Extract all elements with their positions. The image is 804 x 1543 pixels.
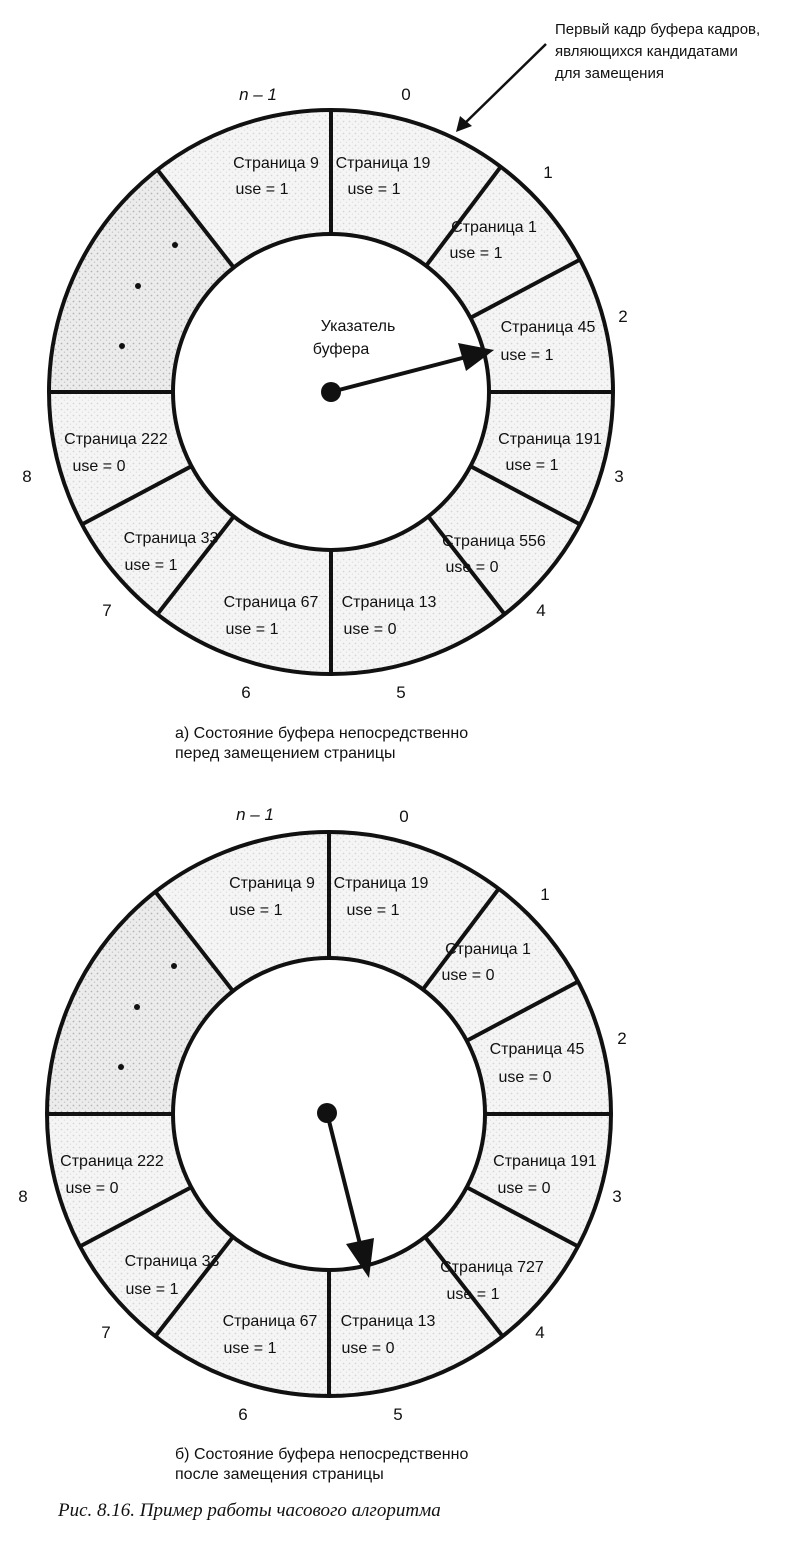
slot-number-b-7: 7	[101, 1323, 111, 1342]
pointer-hub-a	[321, 382, 341, 402]
slot-a-2-use: use = 1	[500, 347, 554, 364]
slot-a-4-use: use = 0	[445, 559, 499, 576]
annotation-line-1: Первый кадр буфера кадров,	[555, 21, 761, 38]
pointer-hub-b	[317, 1103, 337, 1123]
slot-b-3-page: Страница 191	[493, 1153, 597, 1170]
slot-b-6-page: Страница 67	[222, 1313, 318, 1330]
slot-b-5-use: use = 0	[341, 1340, 395, 1357]
slot-number-b-2: 2	[617, 1029, 627, 1048]
annotation-line-3: для замещения	[555, 65, 664, 82]
caption-a-line-2: перед замещением страницы	[175, 745, 396, 762]
slot-a-7-page: Страница 33	[123, 530, 219, 547]
slot-number-b-6: 6	[238, 1405, 248, 1424]
slot-b-7-page: Страница 33	[124, 1253, 220, 1270]
slot-b-n1-use: use = 1	[229, 902, 283, 919]
slot-number-b-0: 0	[399, 807, 409, 826]
slot-b-4-use: use = 1	[446, 1286, 500, 1303]
slot-a-n1-page: Страница 9	[233, 155, 319, 172]
slot-b-4-page: Страница 727	[440, 1259, 544, 1276]
slot-a-1-use: use = 1	[449, 245, 503, 262]
slot-b-2-page: Страница 45	[489, 1041, 585, 1058]
clock-diagram-a	[22, 85, 627, 702]
caption-b-line-2: после замещения страницы	[175, 1466, 384, 1483]
slot-b-0-use: use = 1	[346, 902, 400, 919]
slot-a-2-page: Страница 45	[500, 319, 596, 336]
slot-a-5-use: use = 0	[343, 621, 397, 638]
slot-a-3-use: use = 1	[505, 457, 559, 474]
slot-a-0-use: use = 1	[347, 181, 401, 198]
slot-b-3-use: use = 0	[497, 1180, 551, 1197]
slot-number-b-5: 5	[393, 1405, 403, 1424]
pointer-label-line-1: Указатель	[320, 318, 396, 335]
slot-b-n1-page: Страница 9	[229, 875, 315, 892]
clock-diagram-b	[18, 805, 626, 1424]
slot-b-1-page: Страница 1	[445, 941, 531, 958]
slot-a-4-page: Страница 556	[442, 533, 546, 550]
slot-number-b-n1: n – 1	[236, 805, 274, 824]
slot-a-7-use: use = 1	[124, 557, 178, 574]
slot-b-1-use: use = 0	[441, 967, 495, 984]
slot-a-8-page: Страница 222	[64, 431, 168, 448]
slot-number-a-2: 2	[618, 307, 628, 326]
caption-a	[175, 724, 468, 764]
slot-a-6-use: use = 1	[225, 621, 279, 638]
slot-number-a-0: 0	[401, 85, 411, 104]
figure-title: Рис. 8.16. Пример работы часового алгоритма	[58, 1500, 441, 1521]
caption-b-line-1: б) Состояние буфера непосредственно	[175, 1446, 469, 1463]
slot-a-n1-use: use = 1	[235, 181, 289, 198]
slot-number-a-8: 8	[22, 467, 32, 486]
slot-number-b-1: 1	[540, 885, 550, 904]
slot-a-8-use: use = 0	[72, 458, 126, 475]
slot-number-a-4: 4	[536, 601, 546, 620]
caption-b	[175, 1445, 468, 1485]
slot-number-a-6: 6	[241, 683, 251, 702]
slot-b-8-page: Страница 222	[60, 1153, 164, 1170]
slot-a-6-page: Страница 67	[223, 594, 319, 611]
slot-b-7-use: use = 1	[125, 1281, 179, 1298]
first-frame-annotation	[456, 21, 760, 132]
slot-number-b-8: 8	[18, 1187, 28, 1206]
pointer-label-line-2: буфера	[312, 341, 370, 358]
slot-number-a-7: 7	[102, 601, 112, 620]
slot-number-a-5: 5	[396, 683, 406, 702]
slot-b-2-use: use = 0	[498, 1069, 552, 1086]
slot-b-6-use: use = 1	[223, 1340, 277, 1357]
annotation-arrow	[462, 44, 546, 126]
slot-number-b-4: 4	[535, 1323, 545, 1342]
slot-a-0-page: Страница 19	[335, 155, 431, 172]
slot-number-b-3: 3	[612, 1187, 622, 1206]
slot-b-8-use: use = 0	[65, 1180, 119, 1197]
slot-a-5-page: Страница 13	[341, 594, 437, 611]
slot-b-0-page: Страница 19	[333, 875, 429, 892]
slot-a-1-page: Страница 1	[451, 219, 537, 236]
slot-number-a-3: 3	[614, 467, 624, 486]
annotation-line-2: являющихся кандидатами	[555, 43, 738, 60]
slot-number-a-1: 1	[543, 163, 553, 182]
slot-number-a-n1: n – 1	[239, 85, 277, 104]
slot-b-5-page: Страница 13	[340, 1313, 436, 1330]
slot-a-3-page: Страница 191	[498, 431, 602, 448]
caption-a-line-1: а) Состояние буфера непосредственно	[175, 725, 469, 742]
